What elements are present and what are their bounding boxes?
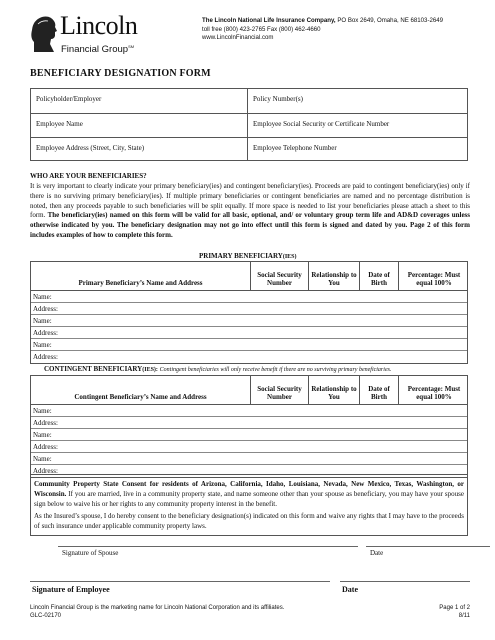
company-website[interactable]: www.LincolnFinancial.com <box>202 34 274 42</box>
community-property-box <box>30 474 468 536</box>
employee-signature-line[interactable] <box>30 581 330 582</box>
contingent-col-relationship: Relationship to You <box>311 385 357 401</box>
primary-col-name: Primary Beneficiary’s Name and Address <box>78 279 203 287</box>
employee-name-field[interactable]: Employee Name <box>36 120 83 128</box>
lincoln-profile-icon <box>30 14 58 52</box>
company-info <box>202 17 492 43</box>
primary-name-1[interactable]: Name: <box>31 291 467 303</box>
spouse-date-label: Date <box>370 549 384 557</box>
spouse-signature-line[interactable] <box>58 546 358 547</box>
footer-revision: 8/11 <box>458 613 470 619</box>
company-phone: toll free (800) 423-2765 Fax (800) 462-4660 <box>202 25 321 33</box>
policy-number-field[interactable]: Policy Number(s) <box>253 95 303 103</box>
primary-section-label: PRIMARY BENEFICIARY(IES) <box>199 252 297 260</box>
primary-address-2[interactable]: Address: <box>31 327 467 339</box>
footer-marketing: Lincoln Financial Group is the marketing name for Lincoln National Corporation and its affiliates. <box>30 605 285 611</box>
spouse-consent-text: As the Insured’s spouse, I do hereby consent to the beneficiary designation(s) indicated on this form and waive any rights that I may have to the proceeds of such insurance under applicable community property laws. <box>34 512 464 530</box>
contingent-name-1[interactable]: Name: <box>31 405 467 417</box>
community-bold-text: Community Property State Consent for residents of Arizona, California, Idaho, Louisiana, Nevada, New Mexico, Texas, Washington, or Wisconsin. <box>34 480 464 498</box>
contingent-section-label: CONTINGENT BENEFICIARY(IES): Contingent beneficiaries will only receive benefit if there are no surviving primary beneficiaries. <box>44 365 392 373</box>
contingent-col-name: Contingent Beneficiary’s Name and Address <box>74 393 207 401</box>
contingent-note: Contingent beneficiaries will only receive benefit if there are no surviving primary beneficiaries. <box>159 367 392 373</box>
employee-info-grid <box>30 88 468 161</box>
employee-date-line[interactable] <box>340 581 470 582</box>
contingent-col-dob: Date of Birth <box>368 385 390 401</box>
logo-sub-text: Financial Group℠ <box>61 44 135 56</box>
company-name: The Lincoln National Life Insurance Company, <box>202 17 336 24</box>
primary-name-3[interactable]: Name: <box>31 339 467 351</box>
contingent-beneficiary-table <box>30 375 468 478</box>
primary-col-ssn: Social Security Number <box>257 271 302 287</box>
form-title: BENEFICIARY DESIGNATION FORM <box>30 68 211 79</box>
footer-form-code: GLC-02170 <box>30 613 62 619</box>
spouse-date-line[interactable] <box>366 546 490 547</box>
lincoln-logo <box>30 11 190 56</box>
contingent-col-ssn: Social Security Number <box>257 385 302 401</box>
who-heading: WHO ARE YOUR BENEFICIARIES? <box>30 172 147 180</box>
footer <box>30 604 470 620</box>
employee-date-label: Date <box>342 585 358 594</box>
contingent-name-2[interactable]: Name: <box>31 429 467 441</box>
spouse-signature-label: Signature of Spouse <box>62 549 119 557</box>
primary-col-relationship: Relationship to You <box>311 271 357 287</box>
primary-col-dob: Date of Birth <box>368 271 390 287</box>
logo-brand-text: Lincoln <box>60 11 138 40</box>
employee-phone-field[interactable]: Employee Telephone Number <box>253 144 337 152</box>
footer-page-number: Page 1 of 2 <box>439 605 470 611</box>
primary-address-1[interactable]: Address: <box>31 303 467 315</box>
who-paragraph: It is very important to clearly indicate your primary beneficiary(ies) and contingent beneficiary(ies). Proceeds are paid to contingent beneficiary(ies) only if there is no surviving primary beneficiary(ies). If multiple primary beneficiaries or contingent beneficiaries are named and no percentage distribution is noted, then any proceeds payable to such beneficiaries will be split equally. If more space is needed to list your beneficiaries please attach a sheet to this form. The beneficiary(ies) named on this form will be valid for all basic, optional, and/ or voluntary group term life and AD&D coverages unless otherwise indicated by you. The beneficiary designation may not go into effect until this form is signed and dated by you. Page 2 of this form includes examples of how to complete this form. <box>30 182 470 239</box>
policyholder-field[interactable]: Policyholder/Employer <box>36 95 102 103</box>
primary-beneficiary-table <box>30 261 468 364</box>
employee-address-field[interactable]: Employee Address (Street, City, State) <box>36 144 145 152</box>
company-address: PO Box 2649, Omaha, NE 68103-2649 <box>337 17 444 24</box>
employee-ssn-field[interactable]: Employee Social Security or Certificate Number <box>253 120 390 128</box>
contingent-col-percentage: Percentage: Must equal 100% <box>407 385 461 401</box>
primary-col-percentage: Percentage: Must equal 100% <box>407 271 461 287</box>
contingent-address-1[interactable]: Address: <box>31 417 467 429</box>
community-text: If you are married, live in a community property state, and name someone other than your spouse as beneficiary, you may have your spouse sign below to waive his or her rights to any community property interest in the benefit. <box>34 490 464 508</box>
primary-name-2[interactable]: Name: <box>31 315 467 327</box>
contingent-address-2[interactable]: Address: <box>31 441 467 453</box>
employee-signature-label: Signature of Employee <box>32 585 110 594</box>
primary-address-3[interactable]: Address: <box>33 353 58 361</box>
contingent-name-3[interactable]: Name: <box>31 453 467 465</box>
contingent-address-3[interactable]: Address: <box>33 467 58 475</box>
